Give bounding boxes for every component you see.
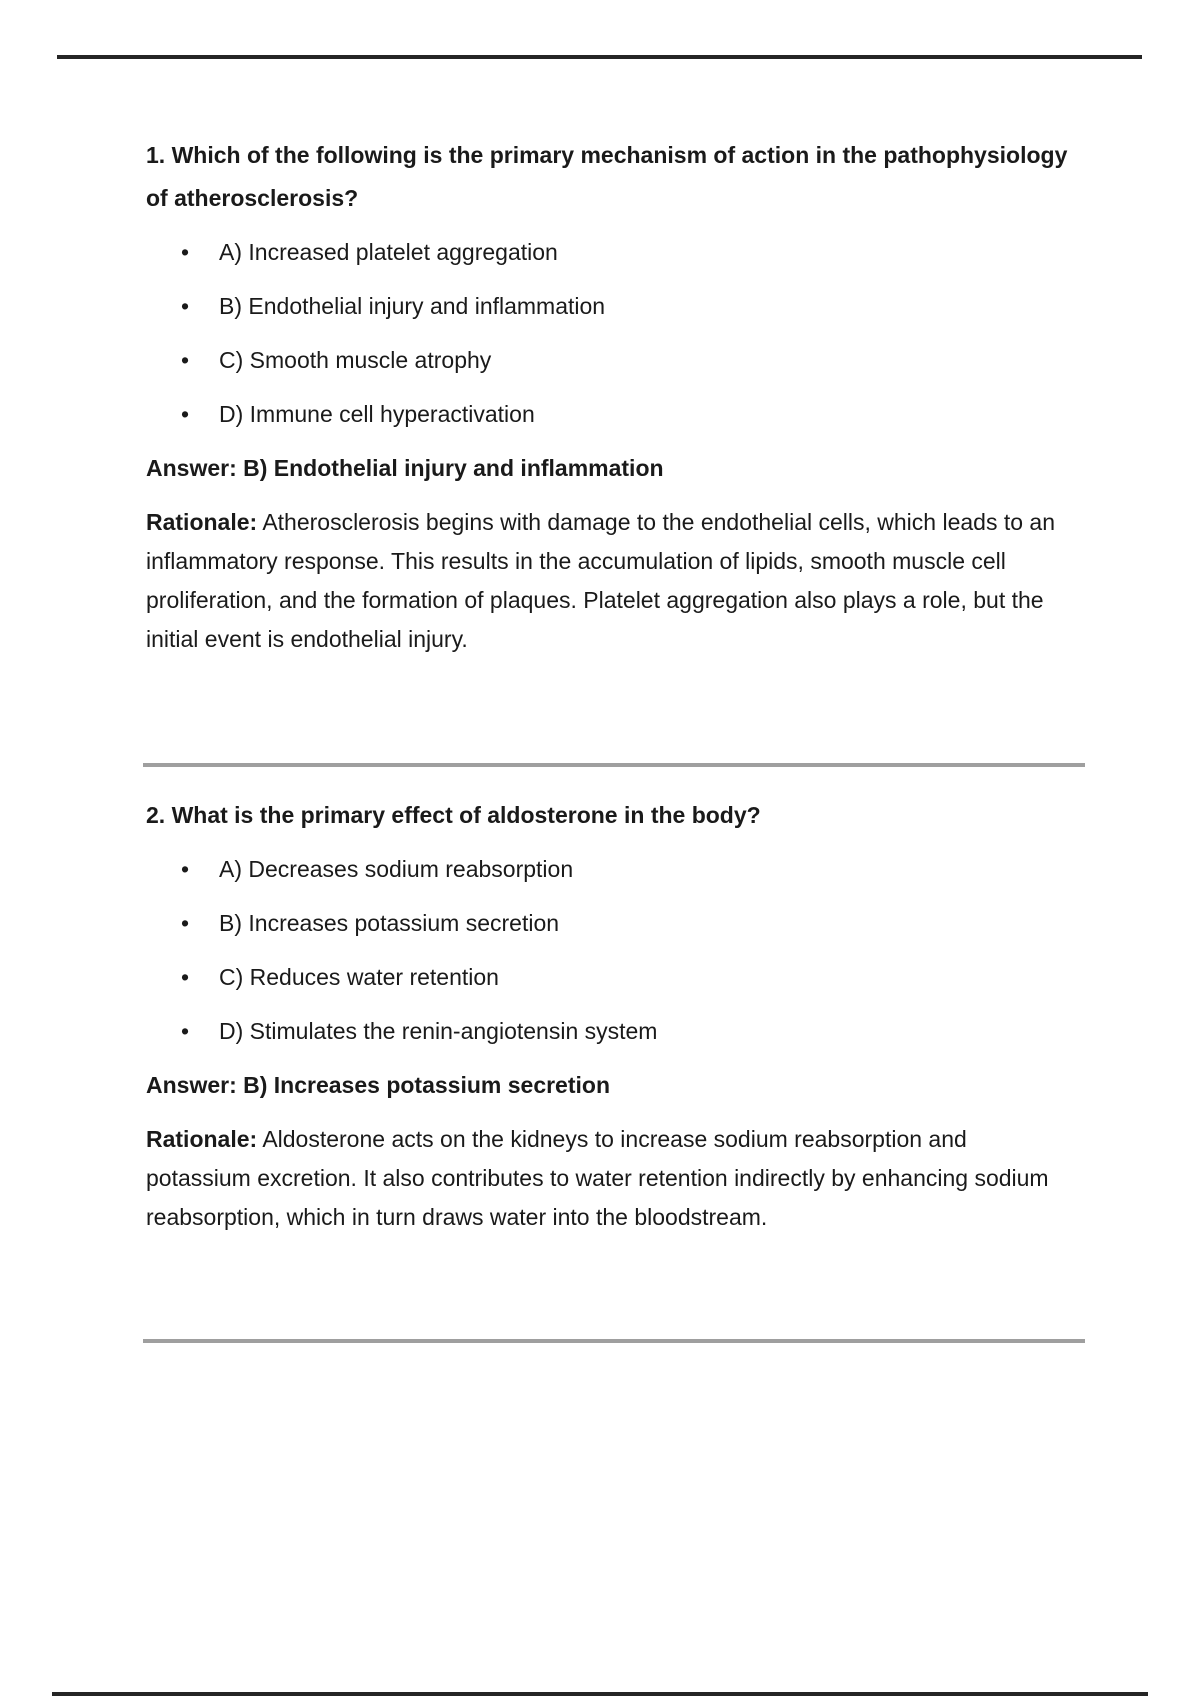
answer-line: Answer: B) Increases potassium secretion [146, 1072, 610, 1098]
question-block-1 [146, 134, 1086, 659]
option-item: • D) Stimulates the renin-angiotensin system [146, 1015, 1086, 1047]
option-item: • D) Immune cell hyperactivation [146, 398, 1086, 430]
rationale-paragraph [146, 503, 1056, 659]
question-block-2 [146, 794, 1086, 1237]
option-item: • B) Increases potassium secretion [146, 907, 1086, 939]
rationale-paragraph [146, 1120, 1056, 1237]
question-title: 2. What is the primary effect of aldosterone in the body? [146, 802, 761, 828]
rationale-label: Rationale: [146, 1126, 258, 1152]
option-item: • B) Endothelial injury and inflammation [146, 290, 1086, 322]
footer-rule [52, 1692, 1148, 1696]
rationale-text: Atherosclerosis begins with damage to the endothelial cells, which leads to an inflammatory response. This results in the accumulation of lipids, smooth muscle cell proliferation, and the formation of plaques. Platelet aggregation also plays a role, but the initial event is endothelial injury. [146, 509, 1055, 652]
page-content [146, 0, 1086, 1343]
option-item: • C) Reduces water retention [146, 961, 1086, 993]
option-item: • C) Smooth muscle atrophy [146, 344, 1086, 376]
options-list [146, 853, 1086, 1047]
rationale-label: Rationale: [146, 509, 258, 535]
rationale-text: Aldosterone acts on the kidneys to increase sodium reabsorption and potassium excretion. It also contributes to water retention indirectly by enhancing sodium reabsorption, which in turn draws water into the bloodstream. [146, 1126, 1049, 1230]
option-item: • A) Increased platelet aggregation [146, 236, 1086, 268]
section-divider [143, 1339, 1085, 1343]
question-title: 1. Which of the following is the primary mechanism of action in the pathophysiology of atherosclerosis? [146, 142, 1068, 211]
answer-line: Answer: B) Endothelial injury and inflammation [146, 455, 664, 481]
options-list [146, 236, 1086, 430]
option-item: • A) Decreases sodium reabsorption [146, 853, 1086, 885]
section-divider [143, 763, 1085, 767]
